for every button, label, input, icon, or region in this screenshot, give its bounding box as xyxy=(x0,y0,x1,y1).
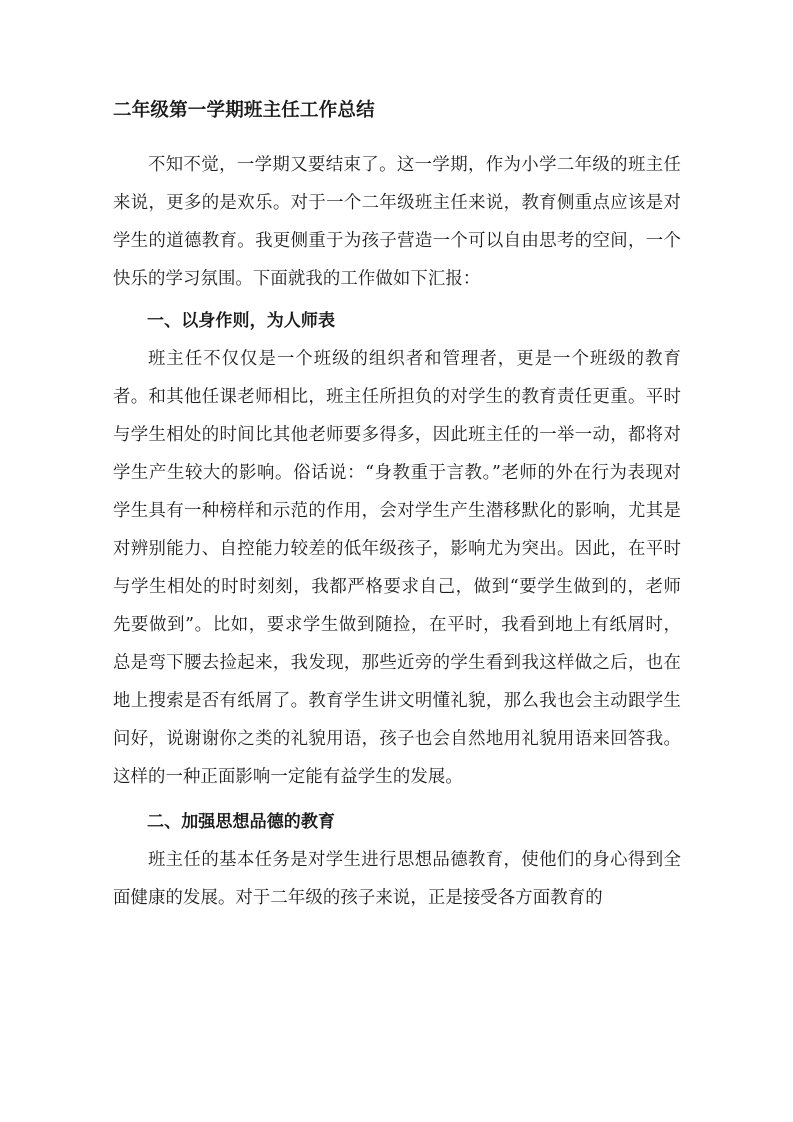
page-title: 二年级第一学期班主任工作总结 xyxy=(113,100,375,121)
paragraph-section-two: 班主任的基本任务是对学生进行思想品德教育，使他们的身心得到全面健康的发展。对于二年级的孩子来说，正是接受各方面教育的 xyxy=(113,850,681,908)
spacer xyxy=(113,796,681,803)
paragraph-intro: 不知不觉，一学期又要结束了。这一学期，作为小学二年级的班主任来说，更多的是欢乐。对于一个二年级班主任来说，教育侧重点应该是对学生的道德教育。我更侧重于为孩子营造一个可以自由思考的空间，一个快乐的学习氛围。下面就我的工作做如下汇报： xyxy=(113,155,681,289)
document-body xyxy=(113,96,681,917)
paragraph-section-one: 班主任不仅仅是一个班级的组织者和管理者，更是一个班级的教育者。和其他任课老师相比，班主任所担负的对学生的教育责任更重。平时与学生相处的时间比其他老师要多得多，因此班主任的一举一动，都将对学生产生较大的影响。俗话说：“身教重于言教。”老师的外在行为表现对学生具有一种榜样和示范的作用，会对学生产生潜移默化的影响，尤其是对辨别能力、自控能力较差的低年级孩子，影响尤为突出。因此，在平时与学生相处的时时刻刻，我都严格要求自己，做到“要学生做到的，老师先要做到”。比如，要求学生做到随捡，在平时，我看到地上有纸屑时，总是弯下腰去捡起来，我发现，那些近旁的学生看到我这样做之后，也在地上搜索是否有纸屑了。教育学生讲文明懂礼貌，那么我也会主动跟学生问好，说谢谢你之类的礼貌用语，孩子也会自然地用礼貌用语来回答我。这样的一种正面影响一定能有益学生的发展。 xyxy=(113,349,681,787)
section-heading-one: 一、以身作则，为人师表 xyxy=(147,311,336,331)
section-heading-two: 二、加强思想品德的教育 xyxy=(147,812,336,832)
